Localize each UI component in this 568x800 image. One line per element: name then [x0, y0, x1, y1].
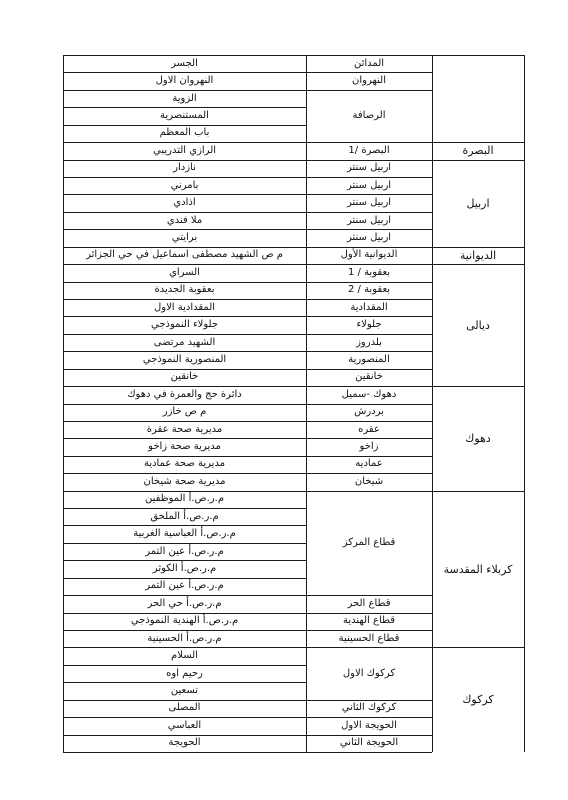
directorate-cell: اربيل سنتر: [346, 179, 392, 191]
facility-cell: م.ر.ص.أ العباسية الغربية: [133, 528, 236, 540]
facility-cell: م.ر.ص.أ الموظفين: [144, 493, 225, 505]
facility-cell: النهروان الاول: [155, 75, 214, 87]
directorate-divider: [306, 752, 432, 753]
facility-cell: العباسي: [167, 719, 202, 731]
directorate-cell: المنصورية: [348, 353, 390, 365]
facility-cell: المقدادية الاول: [153, 301, 216, 313]
facility-cell: الشهيد مرتضى: [153, 336, 216, 348]
facility-cell: م.ر.ص.أ الحسينية: [147, 632, 222, 644]
directorate-cell: اربيل سنتر: [346, 197, 392, 209]
directorate-cell: قطاع الحر: [347, 597, 391, 609]
directorate-cell: عماديه: [355, 458, 383, 470]
facility-cell: المستنصرية: [160, 109, 209, 121]
directorate-cell: بردرش: [354, 406, 384, 418]
facility-cell: بعقوبة الجديدة: [154, 284, 215, 296]
facility-cell: الحويجة: [168, 737, 201, 749]
facility-cell: مديرية صحة عمادية: [143, 458, 226, 470]
facility-cell: م.ر.ص.أ عين التمر: [145, 580, 224, 592]
directorate-cell: الحويجة الثاني: [339, 737, 399, 749]
facility-cell: تسعين: [170, 685, 199, 696]
facility-cell: اذادي: [173, 197, 196, 209]
governorate-cell: كركوك: [462, 693, 494, 707]
facility-cell: باب المعظم: [159, 127, 210, 139]
directorate-cell: جلولاء: [356, 319, 382, 331]
governorate-cell: دهوك: [465, 431, 491, 445]
directorate-cell: الحويجة الاول: [341, 719, 397, 731]
facility-cell: الرازي التدريبي: [153, 144, 217, 156]
facility-cell: م ص الشهيد مصطفى اسماعيل في حي الجزائر: [86, 249, 283, 261]
facility-cell: دائرة حج والعمرة في دهوك: [127, 388, 242, 400]
facility-cell: مديرية صحة زاخو: [148, 441, 221, 453]
directorate-cell: كركوك الاول: [342, 667, 396, 679]
directorate-cell: المقدادية: [350, 301, 388, 313]
facility-cell: م.ر.ص.أ عين التمر: [145, 545, 224, 557]
facility-cell: المنصورية النموذجي: [142, 353, 227, 365]
facility-cell: الزوية: [172, 92, 197, 104]
facility-cell: السلام: [171, 650, 198, 662]
directorate-cell: قطاع الهندية: [342, 615, 396, 627]
governorate-cell: [432, 55, 524, 142]
directorate-cell: خانقين: [355, 371, 383, 383]
facility-cell: م.ر.ص.أ الهندية النموذجي: [130, 615, 239, 627]
directorate-cell: شيخان: [354, 475, 384, 487]
directorate-cell: الرصافة: [352, 109, 386, 121]
directorate-cell: اربيل سنتر: [346, 162, 392, 174]
table-border-right: [524, 55, 525, 752]
directorate-cell: بعقوبة / 2: [347, 284, 391, 296]
directorate-cell: بعقوبة / 1: [347, 266, 391, 278]
governorate-cell: ديالى: [466, 318, 490, 332]
facility-cell: رحيم اوه: [166, 667, 203, 679]
facility-cell: خانقين: [170, 371, 199, 383]
facility-cell: الجسر: [171, 57, 198, 69]
directorate-cell: بلدروز: [356, 336, 382, 348]
directorate-cell: الديوانية الأول: [340, 249, 398, 261]
directorate-cell: كركوك الثاني: [341, 702, 397, 714]
governorate-cell: البصرة: [462, 144, 494, 158]
facility-cell: جلولاء النموذجي: [151, 319, 219, 331]
facility-cell: مديرية صحة عقرة: [146, 423, 223, 435]
facility-cell: السراي: [169, 266, 200, 278]
directorate-cell: زاخو: [359, 441, 379, 453]
directorate-cell: البصرة /1: [348, 144, 390, 156]
facility-cell: المصلى: [168, 702, 201, 714]
governorate-cell: الديوانية: [459, 248, 497, 262]
directorate-cell: قطاع المركز: [342, 536, 396, 548]
facility-cell: مديرية صحة شيخان: [143, 475, 226, 487]
directorate-cell: قطاع الحسينية: [338, 632, 400, 644]
directorate-cell: عقره: [358, 423, 380, 435]
governorate-cell: كربلاء المقدسة: [443, 562, 513, 576]
facility-cell: نازدار: [173, 162, 196, 174]
facility-cell: م ص خازر: [162, 406, 207, 418]
directorate-cell: اربيل سنتر: [346, 214, 392, 226]
directorate-cell: النهروان: [352, 75, 386, 87]
facility-cell: م.ر.ص.أ الكوثر: [152, 563, 217, 575]
directorate-cell: المدائن: [353, 57, 385, 69]
directorate-cell: دهوك -سميل: [341, 388, 397, 400]
row-divider: [63, 752, 306, 753]
facility-cell: برايتي: [171, 231, 198, 243]
facility-cell: م.ر.ص.أ الملحق: [150, 510, 219, 522]
facility-cell: م.ر.ص.أ حي الحر: [147, 597, 222, 609]
governorate-cell: اربيل: [466, 196, 490, 210]
facility-cell: بامرني: [170, 179, 199, 191]
facility-cell: ملا فندي: [166, 214, 203, 226]
directorate-cell: اربيل سنتر: [346, 231, 392, 243]
